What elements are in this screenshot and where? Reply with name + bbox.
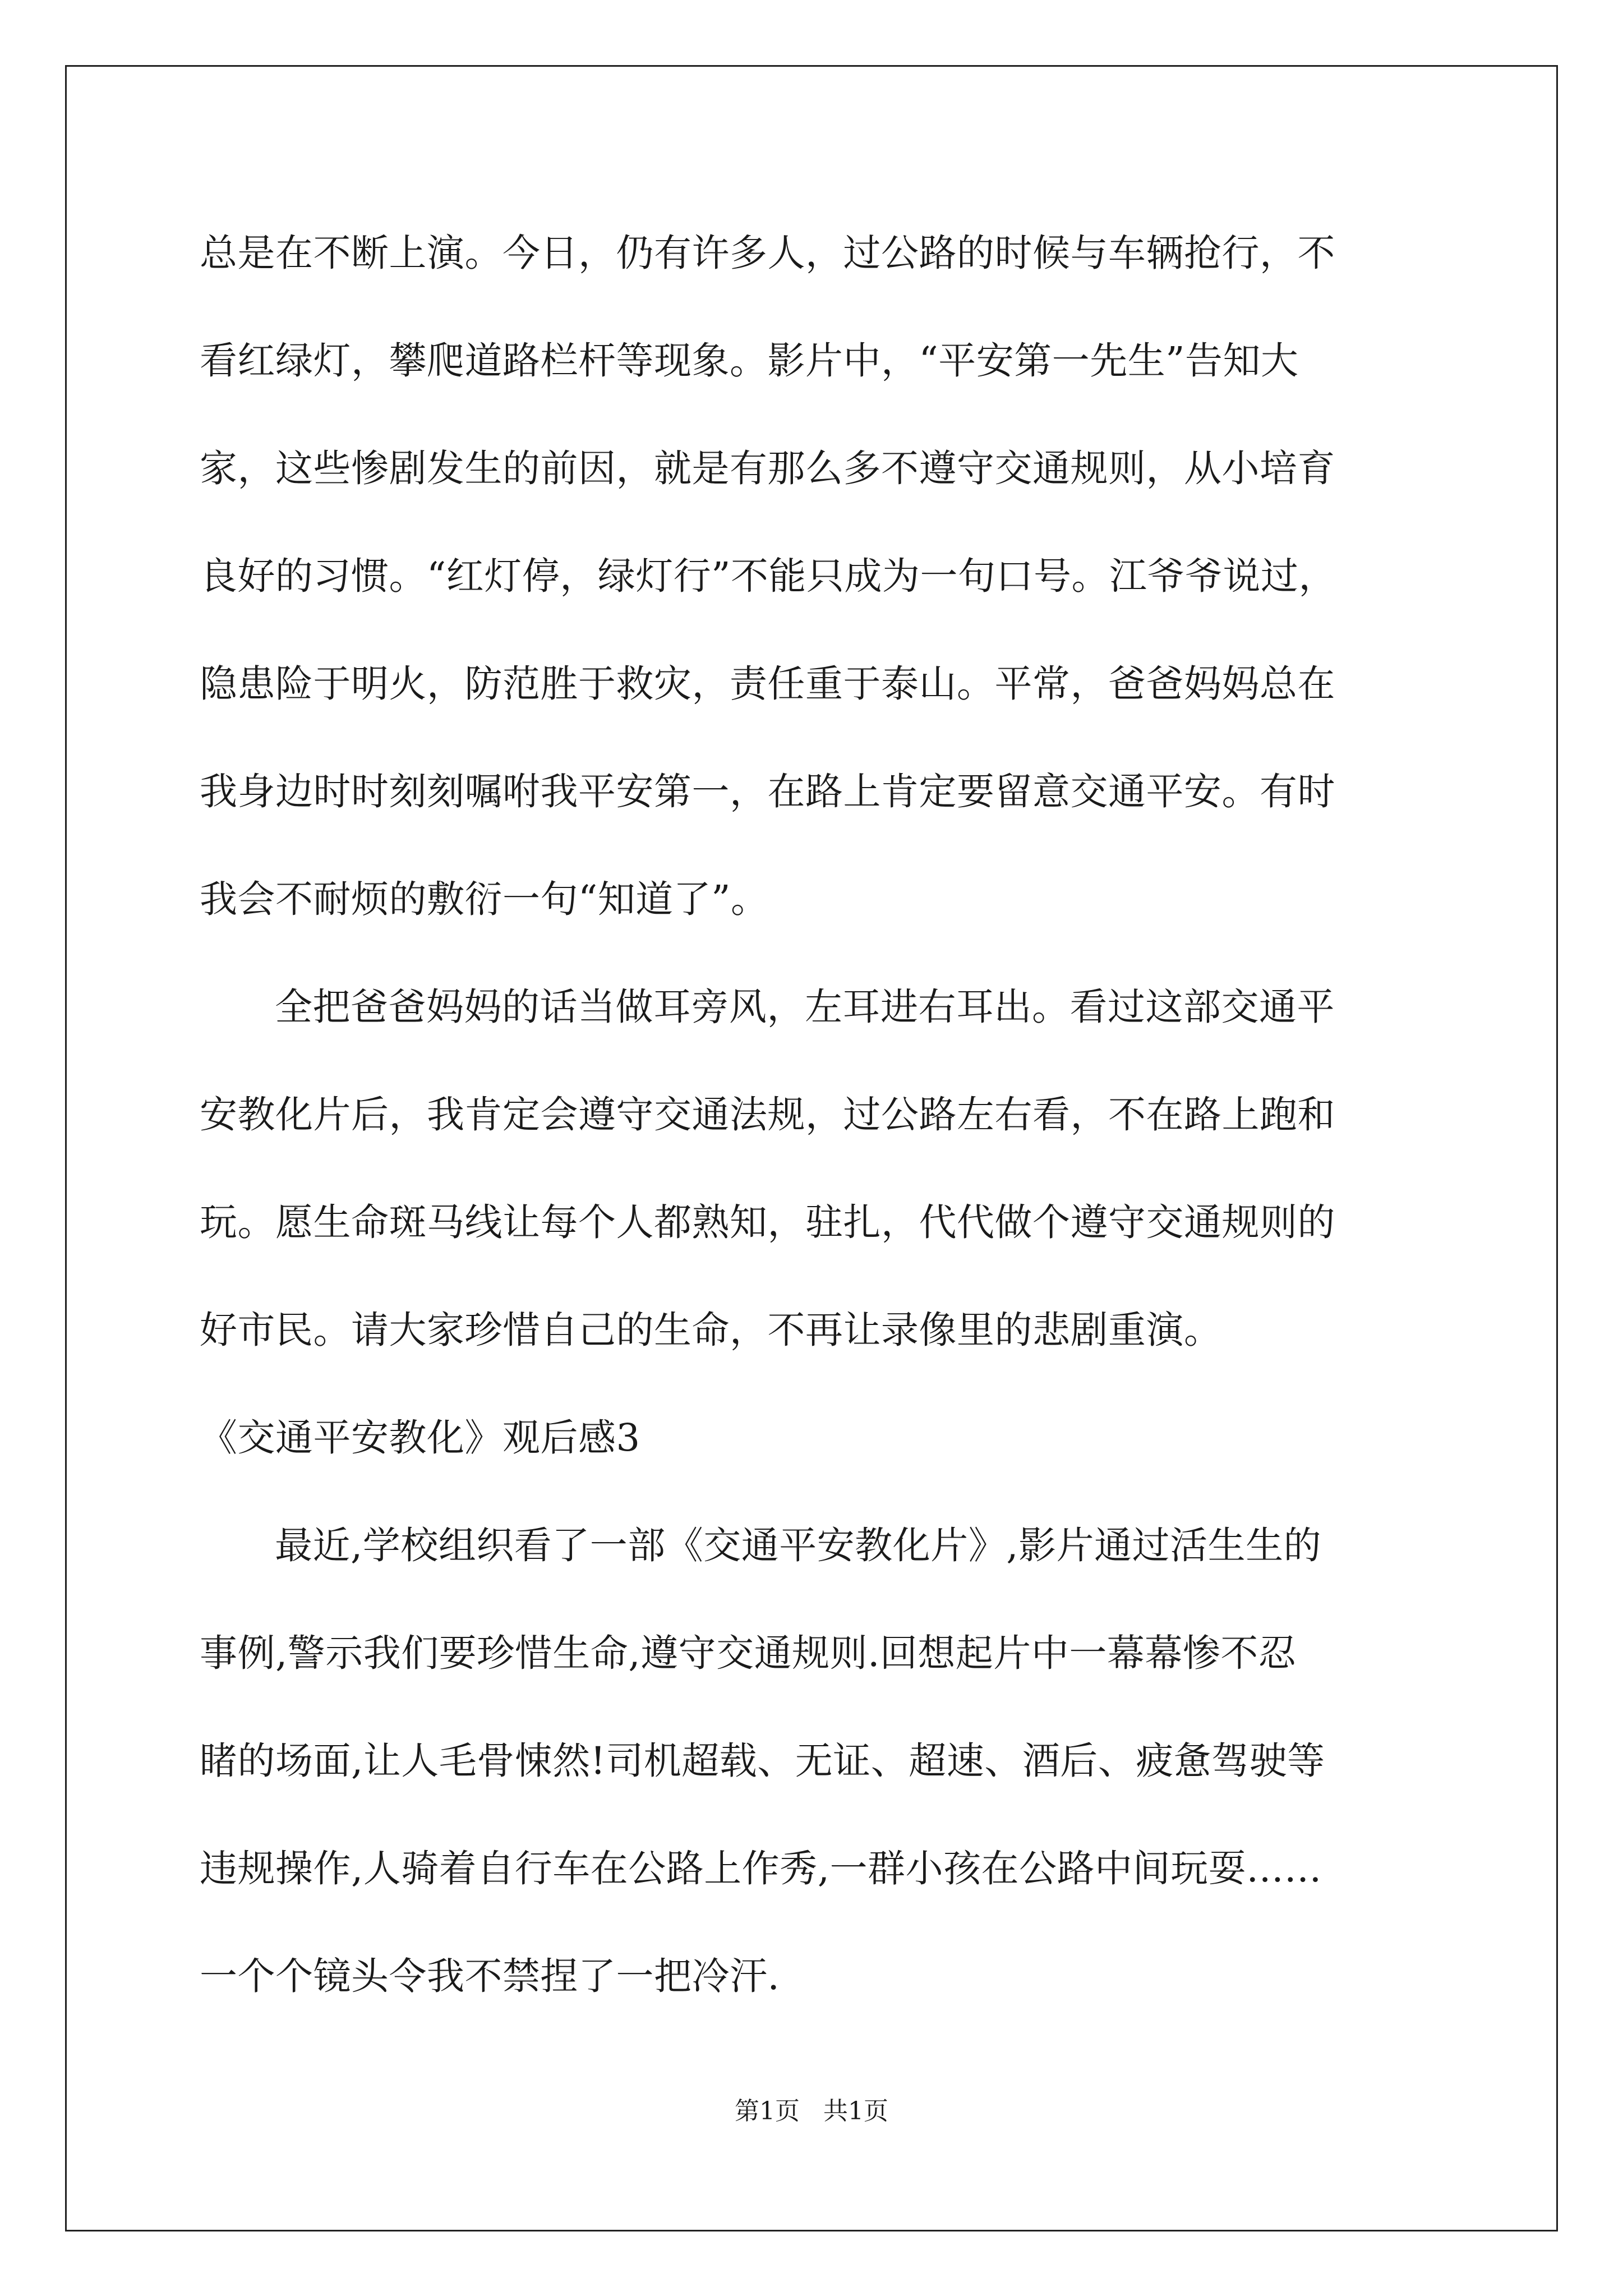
paragraph-3-line: 违规操作,人骑着自行车在公路上作秀,一群小孩在公路中间玩耍…… <box>200 1847 1322 1890</box>
paragraph-1-line: 良好的习惯。“红灯停，绿灯行”不能只成为一句口号。江爷爷说过， <box>200 554 1337 598</box>
paragraph-2-line: 安教化片后，我肯定会遵守交通法规，过公路左右看，不在路上跑和 <box>200 1093 1335 1137</box>
paragraph-3-line: 睹的场面,让人毛骨悚然!司机超载、无证、超速、酒后、疲惫驾驶等 <box>200 1739 1325 1783</box>
paragraph-1-line: 我身边时时刻刻嘱咐我平安第一，在路上肯定要留意交通平安。有时 <box>200 770 1335 813</box>
paragraph-3-line: 一个个镜头令我不禁捏了一把冷汗. <box>200 1954 780 1998</box>
paragraph-3-line: 最近,学校组织看了一部《交通平安教化片》,影片通过活生生的 <box>275 1524 1322 1567</box>
paragraph-2-line: 好市民。请大家珍惜自己的生命，不再让录像里的悲剧重演。 <box>200 1308 1222 1352</box>
section-heading: 《交通平安教化》观后感3 <box>200 1416 640 1460</box>
page-border <box>65 65 1558 2231</box>
paragraph-1-line: 看红绿灯，攀爬道路栏杆等现象。影片中，“平安第一先生”告知大 <box>200 339 1299 383</box>
paragraph-2-line: 全把爸爸妈妈的话当做耳旁风，左耳进右耳出。看过这部交通平 <box>275 985 1335 1029</box>
paragraph-1-line: 隐患险于明火，防范胜于救灾，责任重于泰山。平常，爸爸妈妈总在 <box>200 662 1335 706</box>
paragraph-2-line: 玩。愿生命斑马线让每个人都熟知，驻扎，代代做个遵守交通规则的 <box>200 1200 1335 1244</box>
page-footer: 第1页 共1页 <box>735 2097 888 2125</box>
paragraph-1-line: 总是在不断上演。今日，仍有许多人，过公路的时候与车辆抢行，不 <box>200 231 1335 275</box>
paragraph-3-line: 事例,警示我们要珍惜生命,遵守交通规则.回想起片中一幕幕惨不忍 <box>200 1631 1297 1675</box>
paragraph-1-line: 家，这些惨剧发生的前因，就是有那么多不遵守交通规则，从小培育 <box>200 447 1335 490</box>
paragraph-1-line: 我会不耐烦的敷衍一句“知道了”。 <box>200 877 769 921</box>
